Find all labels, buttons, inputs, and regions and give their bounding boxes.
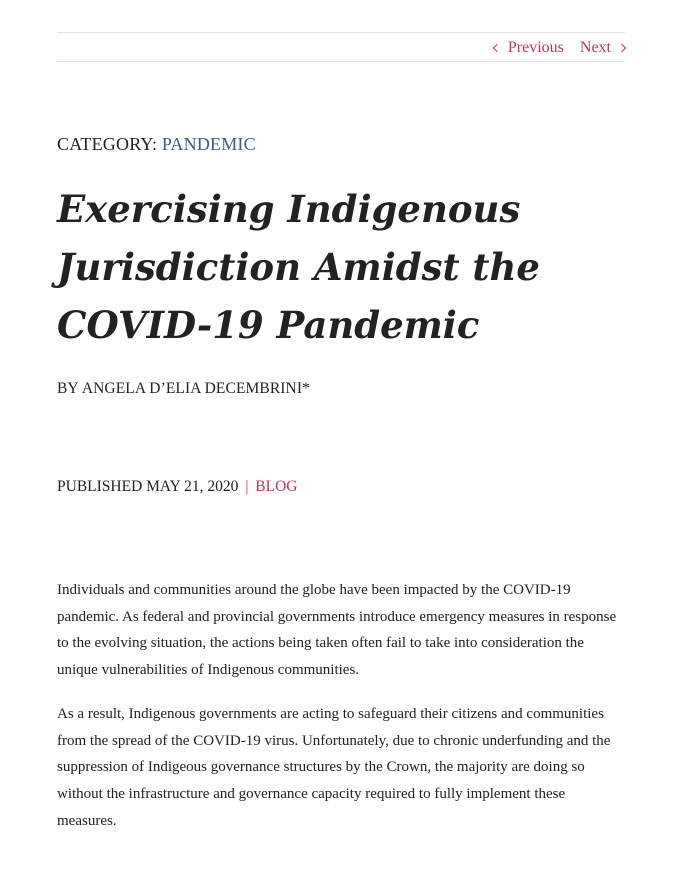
publish-info [57,478,298,496]
post-navigation-bar [57,32,625,62]
paragraph: Individuals and communities around the globe have been impacted by the COVID-19 pandemic. As federal and provincial governments introduce emergency measures in response to the evolving situation, the actions being taken often fail to take into consideration the unique vulnerabilities of Indigenous communities. [57,582,617,679]
author-name: ANGELA D’ELIA DECEMBRINI* [81,380,310,397]
previous-post-link[interactable] [494,39,564,57]
chevron-right-icon [618,44,626,52]
article-title: Exercising Indigenous Jurisdiction Amidst the COVID-19 Pandemic [57,187,540,347]
next-post-link[interactable] [580,39,625,57]
meta-separator: | [245,478,249,495]
previous-label: Previous [507,39,564,56]
category-link[interactable]: PANDEMIC [161,134,256,154]
byline [57,380,310,398]
category-line [57,134,256,155]
next-label: Next [579,39,611,56]
blog-category-link[interactable]: BLOG [255,478,298,495]
post-navigation-links [494,39,625,57]
byline-prefix: BY [57,380,78,397]
chevron-left-icon [493,44,501,52]
paragraph: As a result, Indigenous governments are acting to safeguard their citizens and communities from the spread of the COVID-19 virus. Unfortunately, due to chronic underfunding and the suppression of Indigeous governance structures by the Crown, the majority are doing so without the infrastructure and governance capacity required to fully implement these measures. [57,705,611,829]
published-date: PUBLISHED MAY 21, 2020 [57,478,239,495]
article-body [57,577,627,851]
category-prefix: CATEGORY: [57,134,158,154]
